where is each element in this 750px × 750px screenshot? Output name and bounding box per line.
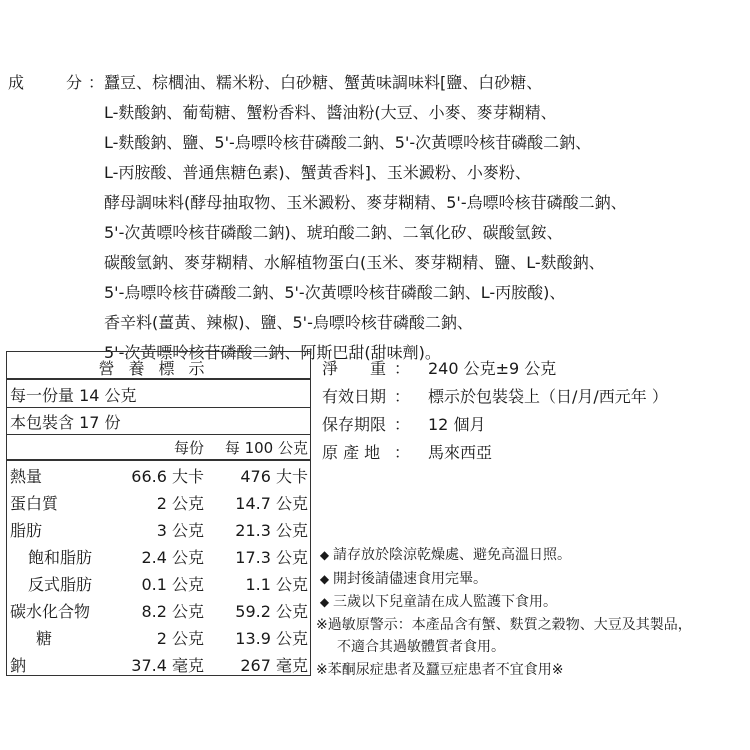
nutrient-label-protein: 蛋白質: [10, 494, 59, 513]
info-value: 標示於包裝袋上（日/月/西元年 ）: [428, 387, 668, 406]
note-item: [316, 568, 487, 588]
pku-warning: ※苯酮尿症患者及蠶豆症患者不宜食用※: [316, 662, 564, 678]
ingredients-line: L-麩酸鈉、葡萄糖、蟹粉香料、醬油粉(大豆、小麥、麥芽糊精、: [104, 103, 557, 122]
note-text: 開封後請儘速食用完畢。: [333, 571, 487, 587]
nutrient-per-serving: 66.6 大卡: [131, 467, 204, 486]
note-item: [316, 591, 557, 611]
nutrient-per-serving: 3 公克: [156, 521, 204, 540]
nutrient-per-100g: 476 大卡: [240, 467, 308, 486]
ingredients-label-char2: 分: [66, 73, 83, 92]
info-value: 馬來西亞: [428, 443, 493, 462]
nutrient-per-serving: 2 公克: [156, 494, 204, 513]
nutrient-per-serving: 37.4 毫克: [131, 656, 204, 675]
serving-size: 每一份量 14 公克: [10, 386, 137, 405]
info-key: 原 產 地: [322, 443, 381, 462]
nutrient-label-trans-fat: 反式脂肪: [28, 575, 93, 594]
nutrient-label-sodium: 鈉: [10, 656, 27, 675]
col-header-per-serving: 每份: [173, 439, 204, 457]
info-colon: ：: [394, 443, 411, 462]
col-header-per-100g: 每 100 公克: [224, 439, 308, 457]
info-key: 淨 重: [322, 359, 387, 378]
info-key: 有效日期: [322, 387, 387, 406]
note-text: 三歲以下兒童請在成人監護下食用。: [333, 594, 557, 610]
ingredients-colon: ：: [88, 73, 105, 92]
nutrition-title: 營養標示: [98, 359, 219, 378]
nutrient-per-100g: 21.3 公克: [235, 521, 308, 540]
note-item: [316, 544, 571, 564]
ingredients-line: 5'-烏嘌呤核苷磷酸二鈉、5'-次黃嘌呤核苷磷酸二鈉、L-丙胺酸)、: [104, 283, 566, 302]
divider: [7, 407, 310, 408]
divider: [7, 459, 310, 461]
nutrient-per-100g: 267 毫克: [240, 656, 308, 675]
ingredients-line: 酵母調味料(酵母抽取物、玉米澱粉、麥芽糊精、5'-烏嘌呤核苷磷酸二鈉、: [104, 193, 627, 212]
diamond-bullet-icon: ◆: [319, 548, 330, 562]
divider: [7, 378, 310, 380]
divider: [7, 434, 310, 435]
nutrient-label-fat: 脂肪: [10, 521, 43, 540]
ingredients-line: 5'-次黃嘌呤核苷磷酸二鈉、阿斯巴甜(甜味劑)。: [104, 343, 441, 362]
nutrient-per-serving: 8.2 公克: [141, 602, 204, 621]
nutrient-per-100g: 17.3 公克: [235, 548, 308, 567]
info-value: 12 個月: [428, 415, 486, 434]
ingredients-line: 蠶豆、棕櫚油、糯米粉、白砂糖、蟹黃味調味料[鹽、白砂糖、: [104, 73, 543, 92]
note-text: 請存放於陰涼乾燥處、避免高溫日照。: [333, 547, 571, 563]
info-colon: ：: [394, 359, 411, 378]
nutrient-label-saturated-fat: 飽和脂肪: [28, 548, 93, 567]
ingredients-line: 香辛料(薑黃、辣椒)、鹽、5'-烏嘌呤核苷磷酸二鈉、: [104, 313, 473, 332]
diamond-bullet-icon: ◆: [319, 595, 330, 609]
ingredients-line: 5'-次黃嘌呤核苷磷酸二鈉)、琥珀酸二鈉、二氧化矽、碳酸氫銨、: [104, 223, 563, 242]
ingredients-line: L-丙胺酸、普通焦糖色素)、蟹黃香料]、玉米澱粉、小麥粉、: [104, 163, 531, 182]
nutrient-per-serving: 2 公克: [156, 629, 204, 648]
nutrient-per-serving: 2.4 公克: [141, 548, 204, 567]
diamond-bullet-icon: ◆: [319, 572, 330, 586]
nutrient-per-serving: 0.1 公克: [141, 575, 204, 594]
nutrient-per-100g: 1.1 公克: [245, 575, 308, 594]
ingredients-line: L-麩酸鈉、鹽、5'-烏嘌呤核苷磷酸二鈉、5'-次黃嘌呤核苷磷酸二鈉、: [104, 133, 592, 152]
nutrient-per-100g: 13.9 公克: [235, 629, 308, 648]
allergen-warning: ※過敏原警示：本產品含有蟹、麩質之穀物、大豆及其製品，: [316, 617, 692, 633]
nutrient-label-carbohydrate: 碳水化合物: [10, 602, 91, 621]
info-colon: ：: [394, 415, 411, 434]
info-colon: ：: [394, 387, 411, 406]
ingredients-line: 碳酸氫鈉、麥芽糊精、水解植物蛋白(玉米、麥芽糊精、鹽、L-麩酸鈉、: [104, 253, 605, 272]
info-key: 保存期限: [322, 415, 387, 434]
nutrient-per-100g: 14.7 公克: [235, 494, 308, 513]
nutrient-label-sugar: 糖: [36, 629, 53, 648]
nutrition-table: [6, 351, 311, 676]
allergen-warning-cont: 不適合其過敏體質者食用。: [337, 639, 505, 655]
info-value: 240 公克±9 公克: [428, 359, 557, 378]
nutrient-per-100g: 59.2 公克: [235, 602, 308, 621]
servings-per-package: 本包裝含 17 份: [10, 413, 121, 432]
nutrient-label-calories: 熱量: [10, 467, 43, 486]
ingredients-label-char1: 成: [8, 73, 25, 92]
